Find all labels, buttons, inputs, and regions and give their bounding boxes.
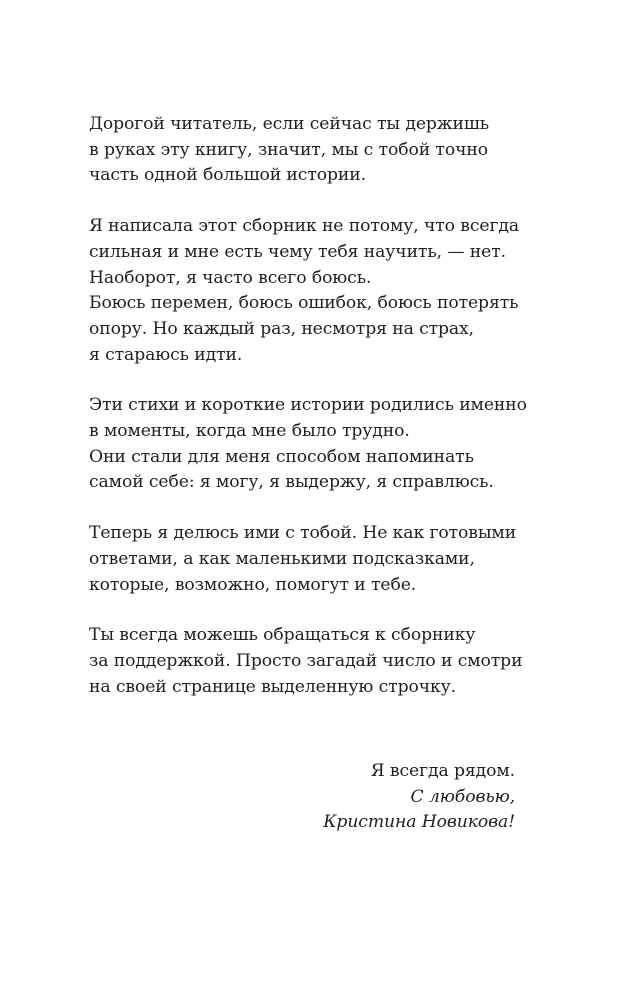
text-line: я стараюсь идти. <box>89 344 243 365</box>
text-line: за поддержкой. Просто загадай число и смотри <box>89 650 523 671</box>
paragraph-2 <box>89 214 539 368</box>
paragraph-1 <box>89 112 539 189</box>
text-line: опору. Но каждый раз, несмотря на страх, <box>89 318 475 339</box>
text-line: Теперь я делюсь ими с тобой. Не как готовыми <box>89 523 517 544</box>
text-line: Ты всегда можешь обращаться к сборнику <box>89 625 476 646</box>
text-line: самой себе: я могу, я выдержу, я справлюсь. <box>89 472 494 493</box>
text-line: ответами, а как маленькими подсказками, <box>89 548 475 569</box>
text-line: сильная и мне есть чему тебя научить, — нет. <box>89 241 506 262</box>
with-love-line: С любовью, <box>410 786 515 807</box>
text-line: Они стали для меня способом напоминать <box>89 446 474 467</box>
closing-line: Я всегда рядом. <box>370 761 515 781</box>
text-line: на своей странице выделенную строчку. <box>89 676 457 697</box>
paragraph-5 <box>89 623 539 700</box>
signature-block <box>323 759 515 836</box>
text-line: Боюсь перемен, боюсь ошибок, боюсь потерять <box>89 293 519 314</box>
text-line: Наоборот, я часто всего боюсь. <box>89 267 372 288</box>
letter-body <box>89 112 539 725</box>
text-line: Эти стихи и короткие истории родились именно <box>89 395 527 416</box>
text-line: Дорогой читатель, если сейчас ты держишь <box>89 114 489 134</box>
author-name: Кристина Новикова! <box>323 812 515 833</box>
text-line: в моменты, когда мне было трудно. <box>89 421 410 442</box>
text-line: в руках эту книгу, значит, мы с тобой точно <box>89 139 488 160</box>
text-line: Я написала этот сборник не потому, что всегда <box>89 216 520 237</box>
text-line: которые, возможно, помогут и тебе. <box>89 574 417 595</box>
text-line: часть одной большой истории. <box>89 165 366 186</box>
paragraph-4 <box>89 521 539 598</box>
paragraph-3 <box>89 393 539 496</box>
